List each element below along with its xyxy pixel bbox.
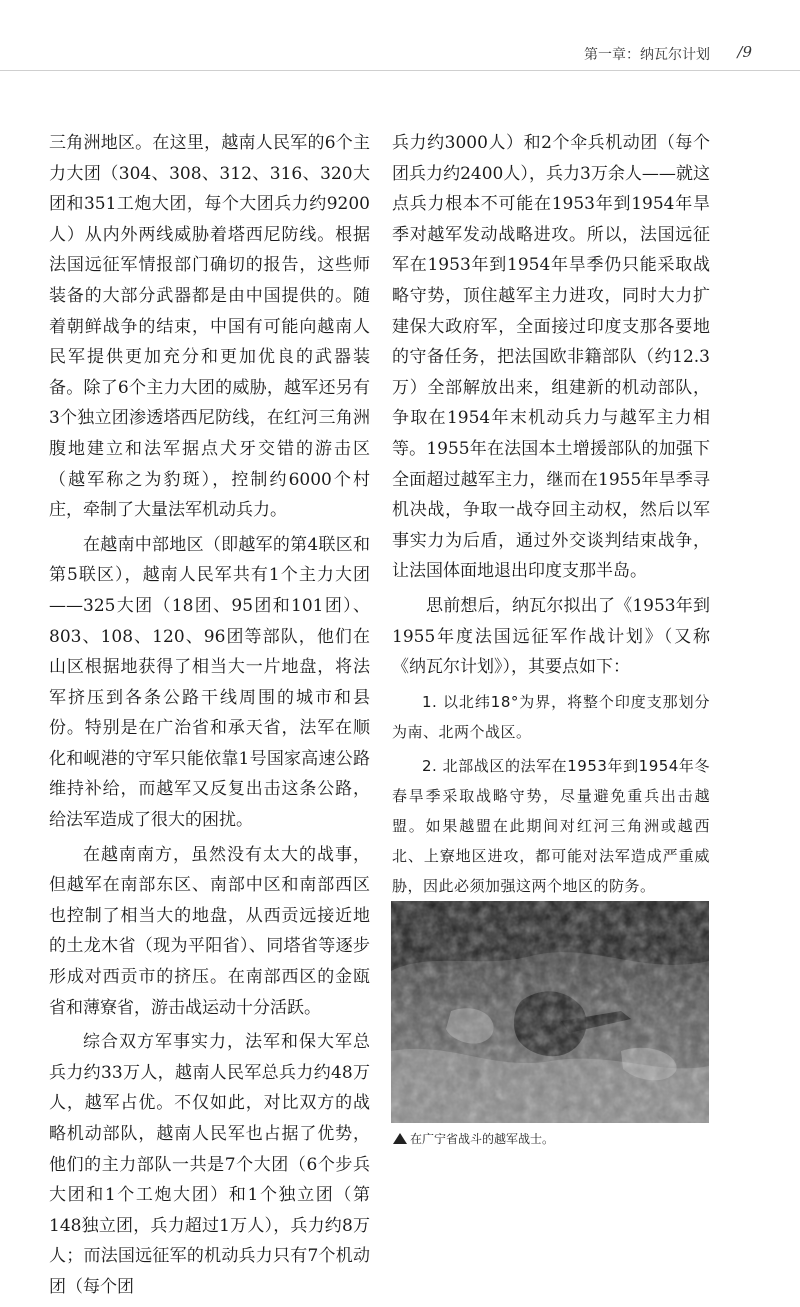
paragraph: 思前想后，纳瓦尔拟出了《1953年到1955年度法国远征军作战计划》（又称《纳瓦尔计划》），其要点如下： bbox=[392, 595, 710, 678]
right-column bbox=[392, 128, 710, 939]
paragraph: 在越南南方，虽然没有太大的战事，但越军在南部东区、南部中区和南部西区也控制了相当大的地盘，从西贡远接近地的土龙木省（现为平阳省）、同塔省等逐步形成对西贡市的挤压。在南部西区的金瓯省和薄寮省，游击战运动十分活跃。 bbox=[49, 844, 370, 1018]
chapter-title: 第一章：纳瓦尔计划 bbox=[584, 47, 710, 63]
left-column bbox=[49, 128, 370, 1307]
list-item: 2. 北部战区的法军在1953年到1954年冬春旱季采取战略守势，尽量避免重兵出击越盟。如果越盟在此期间对红河三角洲或越西北、上寮地区进攻，都可能对法军造成严重威胁，因此必须加强这两个地区的防务。 bbox=[392, 756, 710, 895]
paragraph: 综合双方军事实力，法军和保大军总兵力约33万人，越南人民军总兵力约48万人，越军占优。不仅如此，对比双方的战略机动部队，越南人民军也占据了优势，他们的主力部队一共是7个大团（6个步兵大团和1个工炮大团）和1个独立团（第148独立团，兵力超过1万人），兵力约8万人；而法国远征军的机动兵力只有7个机动团（每个团 bbox=[49, 1032, 370, 1297]
paragraph: 三角洲地区。在这里，越南人民军的6个主力大团（304、308、312、316、320大团和351工炮大团，每个大团兵力约9200人）从内外两线威胁着塔西尼防线。根据法国远征军情报部门确切的报告，这些师装备的大部分武器都是由中国提供的。随着朝鲜战争的结束，中国有可能向越南人民军提供更加充分和更加优良的武器装备。除了6个主力大团的威胁，越军还另有3个独立团渗透塔西尼防线，在红河三角洲腹地建立和法军据点犬牙交错的游击区（越军称之为豹斑），控制约6000个村庄，牵制了大量法军机动兵力。 bbox=[49, 133, 370, 521]
header-divider bbox=[0, 70, 800, 71]
caption-text: 在广宁省战斗的越军战士。 bbox=[410, 1132, 555, 1146]
photo-image bbox=[391, 901, 709, 1123]
page-number: /9 bbox=[737, 43, 752, 61]
triangle-icon bbox=[393, 1133, 407, 1144]
paragraph: 兵力约3000人）和2个伞兵机动团（每个团兵力约2400人），兵力3万余人——就这点兵力根本不可能在1953年到1954年旱季对越军发动战略进攻。所以，法国远征军在1953年到1954年旱季仍只能采取战略守势，顶住越军主力进攻，同时大力扩建保大政府军，全面接过印度支那各要地的守备任务，把法国欧非籍部队（约12.3万）全部解放出来，组建新的机动部队，争取在1954年末机动兵力与越军主力相等。1955年在法国本土增援部队的加强下全面超过越军主力，继而在1955年旱季寻机决战，争取一战夺回主动权，然后以军事实力为后盾，通过外交谈判结束战争，让法国体面地退出印度支那半岛。 bbox=[392, 133, 710, 582]
paragraph: 在越南中部地区（即越军的第4联区和第5联区），越南人民军共有1个主力大团——325大团（18团、95团和101团）、803、108、120、96团等部队，他们在山区根据地获得了相当大一片地盘，将法军挤压到各条公路干线周围的城市和县份。特别是在广治省和承天省，法军在顺化和岘港的守军只能依靠1号国家高速公路维持补给，而越军又反复出击这条公路，给法军造成了很大的困扰。 bbox=[49, 534, 370, 831]
running-header bbox=[0, 44, 800, 70]
soldier-photo bbox=[391, 901, 709, 1123]
list-item: 1. 以北纬18°为界，将整个印度支那划分为南、北两个战区。 bbox=[392, 692, 710, 741]
figure-caption bbox=[393, 1131, 711, 1147]
